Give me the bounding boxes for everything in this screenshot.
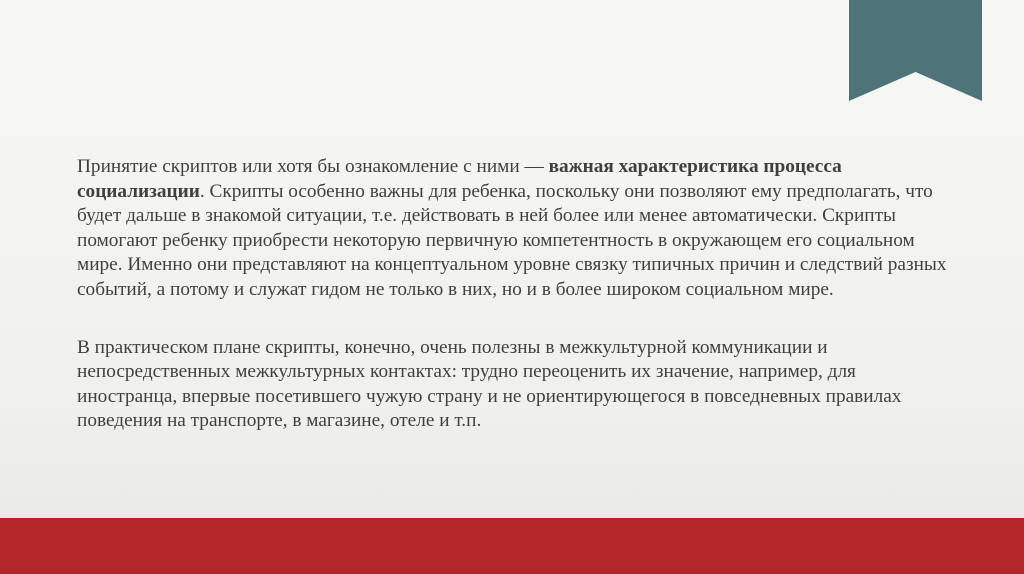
paragraph-1 <box>77 155 947 303</box>
paragraph-1-intro: Принятие скриптов или хотя бы ознакомление с ними — <box>77 156 549 177</box>
paragraph-1-emphasis: важная характеристика процесса социализации <box>77 156 842 202</box>
footer-bar <box>0 518 1024 574</box>
paragraph-1-rest: . Скрипты особенно важны для ребенка, поскольку они позволяют ему предполагать, что будет дальше в знакомой ситуации, т.е. действовать в ней более или менее автоматически. Скрипты помогают ребенку приобрести некоторую первичную компетентность в окружающем его социальном мире. Именно они представляют на концептуальном уровне связку типичных причин и следствий разных событий, а потому и служат гидом не только в них, но и в более широком социальном мире. <box>77 180 947 300</box>
slide-body <box>77 155 947 434</box>
bookmark-shape <box>849 0 982 101</box>
paragraph-2: В практическом плане скрипты, конечно, очень полезны в межкультурной коммуникации и непосредственных межкультурных контактах: трудно переоценить их значение, например, для иностранца, впервые посетившего чужую страну и не ориентирующегося в повседневных правилах поведения на транспорте, в магазине, отеле и т.п. <box>77 336 902 432</box>
bookmark-ribbon <box>849 0 982 101</box>
